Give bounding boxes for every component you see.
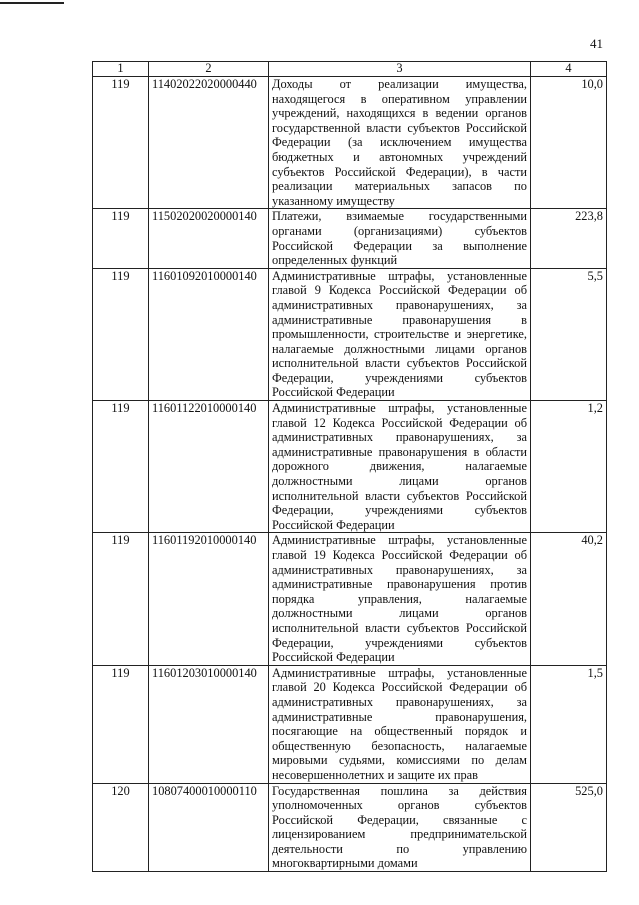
row-amount: 223,8 xyxy=(531,209,607,268)
row-administrator-code: 120 xyxy=(93,783,149,872)
row-description: Государственная пошлина за действия уполномоченных органов субъектов Российской Федерации, связанные с лицензированием предпринимательской деятельности по управлению многоквартирными домами xyxy=(269,783,531,872)
row-amount: 40,2 xyxy=(531,533,607,665)
row-revenue-code: 11601192010000140 xyxy=(149,533,269,665)
row-revenue-code: 11601092010000140 xyxy=(149,268,269,400)
table-row xyxy=(93,783,607,872)
row-amount: 5,5 xyxy=(531,268,607,400)
row-description: Административные штрафы, установленные главой 12 Кодекса Российской Федерации об административных правонарушениях, за административные правонарушения в области дорожного движения, налагаемые должностными лицами органов исполнительной власти субъектов Российской Федерации, учреждениями субъектов Российской Федерации xyxy=(269,401,531,533)
row-amount: 1,2 xyxy=(531,401,607,533)
row-description: Административные штрафы, установленные главой 19 Кодекса Российской Федерации об административных правонарушениях, за административные правонарушения против порядка управления, налагаемые должностными лицами органов исполнительной власти субъектов Российской Федерации, учреждениями субъектов Российской Федерации xyxy=(269,533,531,665)
row-administrator-code: 119 xyxy=(93,665,149,783)
row-administrator-code: 119 xyxy=(93,401,149,533)
row-amount: 10,0 xyxy=(531,77,607,209)
header-col-2: 2 xyxy=(149,62,269,77)
row-amount: 525,0 xyxy=(531,783,607,872)
row-revenue-code: 11601122010000140 xyxy=(149,401,269,533)
scan-edge-mark xyxy=(0,2,64,4)
header-col-1: 1 xyxy=(93,62,149,77)
row-administrator-code: 119 xyxy=(93,209,149,268)
table-row xyxy=(93,533,607,665)
table-header-row xyxy=(93,62,607,77)
row-description: Административные штрафы, установленные главой 20 Кодекса Российской Федерации об административных правонарушениях, за административные правонарушения, посягающие на общественный порядок и общественную безопасность, налагаемые мировыми судьями, комиссиями по делам несовершеннолетних и защите их прав xyxy=(269,665,531,783)
page-number: 41 xyxy=(590,36,603,51)
row-description: Доходы от реализации имущества, находящегося в оперативном управлении учреждений, находящихся в ведении органов государственной власти субъектов Российской Федерации (за исключением имущества бюджетных и автономных учреждений субъектов Российской Федерации), в части реализации материальных запасов по указанному имуществу xyxy=(269,77,531,209)
header-col-4: 4 xyxy=(531,62,607,77)
header-col-3: 3 xyxy=(269,62,531,77)
table-row xyxy=(93,401,607,533)
row-revenue-code: 11601203010000140 xyxy=(149,665,269,783)
table-row xyxy=(93,665,607,783)
table-row xyxy=(93,77,607,209)
row-revenue-code: 10807400010000110 xyxy=(149,783,269,872)
table-row xyxy=(93,209,607,268)
table-row xyxy=(93,268,607,400)
row-administrator-code: 119 xyxy=(93,77,149,209)
row-administrator-code: 119 xyxy=(93,533,149,665)
row-administrator-code: 119 xyxy=(93,268,149,400)
row-revenue-code: 11402022020000440 xyxy=(149,77,269,209)
row-description: Административные штрафы, установленные главой 9 Кодекса Российской Федерации об административных правонарушениях, за административные правонарушения в промышленности, строительстве и энергетике, налагаемые должностными лицами органов исполнительной власти субъектов Российской Федерации, учреждениями субъектов Российской Федерации xyxy=(269,268,531,400)
row-revenue-code: 11502020020000140 xyxy=(149,209,269,268)
revenue-table xyxy=(92,61,607,872)
row-amount: 1,5 xyxy=(531,665,607,783)
row-description: Платежи, взимаемые государственными органами (организациями) субъектов Российской Федерации за выполнение определенных функций xyxy=(269,209,531,268)
